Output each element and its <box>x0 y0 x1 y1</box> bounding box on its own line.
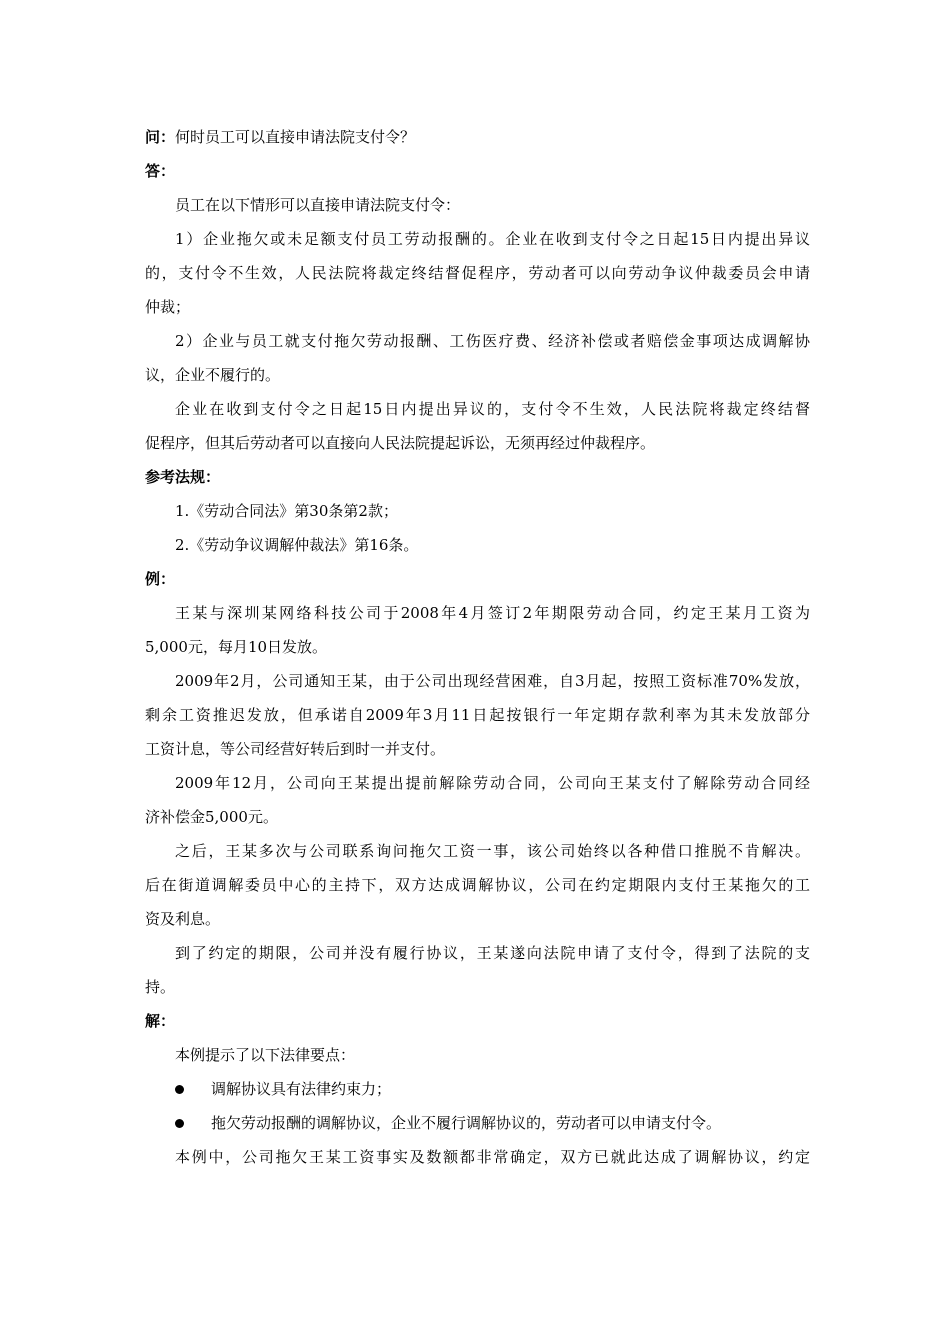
example-paragraph-line: 资及利息。 <box>145 910 221 928</box>
bullet-text: 调解协议具有法律约束力； <box>211 1080 392 1098</box>
answer-paragraph-line: 企业在收到支付令之日起15日内提出异议的，支付令不生效，人民法院将裁定终结督 <box>175 400 810 418</box>
answer-label: 答： <box>145 162 176 180</box>
document-body <box>145 120 810 1174</box>
example-paragraph-line: 5,000元，每月10日发放。 <box>145 638 328 656</box>
bullet-icon <box>175 1119 184 1128</box>
answer-paragraph-line: 1）企业拖欠或未足额支付员工劳动报酬的。企业在收到支付令之日起15日内提出异议 <box>175 230 810 248</box>
bullet-text: 拖欠劳动报酬的调解协议，企业不履行调解协议的，劳动者可以申请支付令。 <box>211 1114 722 1132</box>
references-heading <box>145 460 810 494</box>
answer-paragraph-line: 的，支付令不生效，人民法院将裁定终结督促程序，劳动者可以向劳动争议仲裁委员会申请 <box>145 264 810 282</box>
bullet-item <box>145 1072 810 1106</box>
bullet-icon <box>175 1085 184 1094</box>
bullet-item <box>145 1106 810 1140</box>
example-paragraph-line: 到了约定的期限，公司并没有履行协议，王某遂向法院申请了支付令，得到了法院的支 <box>175 944 810 962</box>
answer-paragraph-line: 仲裁； <box>145 298 191 316</box>
answer-paragraph-line: 员工在以下情形可以直接申请法院支付令： <box>175 196 461 214</box>
answer-paragraph-line: 议，企业不履行的。 <box>145 366 281 384</box>
analysis-heading <box>145 1004 810 1038</box>
analysis-label: 解： <box>145 1012 176 1030</box>
reference-item: 1.《劳动合同法》第30条第2款； <box>175 502 398 520</box>
reference-item: 2.《劳动争议调解仲裁法》第16条。 <box>175 536 419 554</box>
analysis-intro: 本例提示了以下法律要点： <box>175 1046 356 1064</box>
example-paragraph-line: 后在街道调解委员中心的主持下，双方达成调解协议，公司在约定期限内支付王某拖欠的工 <box>145 876 810 894</box>
question-heading <box>145 120 810 154</box>
example-paragraph-line: 持。 <box>145 978 176 996</box>
example-heading <box>145 562 810 596</box>
example-paragraph-line: 工资计息，等公司经营好转后到时一并支付。 <box>145 740 446 758</box>
example-paragraph-line: 剩余工资推迟发放，但承诺自2009年3月11日起按银行一年定期存款利率为其未发放部分 <box>145 706 810 724</box>
answer-paragraph-line: 促程序，但其后劳动者可以直接向人民法院提起诉讼，无须再经过仲裁程序。 <box>145 434 656 452</box>
answer-paragraph-line: 2）企业与员工就支付拖欠劳动报酬、工伤医疗费、经济补偿或者赔偿金事项达成调解协 <box>175 332 810 350</box>
example-paragraph-line: 济补偿金5,000元。 <box>145 808 278 826</box>
answer-heading <box>145 154 810 188</box>
example-paragraph-line: 2009年12月，公司向王某提出提前解除劳动合同，公司向王某支付了解除劳动合同经 <box>175 774 810 792</box>
analysis-closing: 本例中，公司拖欠王某工资事实及数额都非常确定，双方已就此达成了调解协议，约定 <box>175 1148 810 1166</box>
example-paragraph-line: 之后，王某多次与公司联系询问拖欠工资一事，该公司始终以各种借口推脱不肯解决。 <box>175 842 810 860</box>
question-label: 问： <box>145 128 176 146</box>
example-paragraph-line: 2009年2月，公司通知王某，由于公司出现经营困难，自3月起，按照工资标准70%发放， <box>175 672 810 690</box>
example-label: 例： <box>145 570 176 588</box>
example-paragraph-line: 王某与深圳某网络科技公司于2008年4月签订2年期限劳动合同，约定王某月工资为 <box>175 604 810 622</box>
question-text: 何时员工可以直接申请法院支付令？ <box>175 128 416 146</box>
references-label: 参考法规： <box>145 468 221 486</box>
